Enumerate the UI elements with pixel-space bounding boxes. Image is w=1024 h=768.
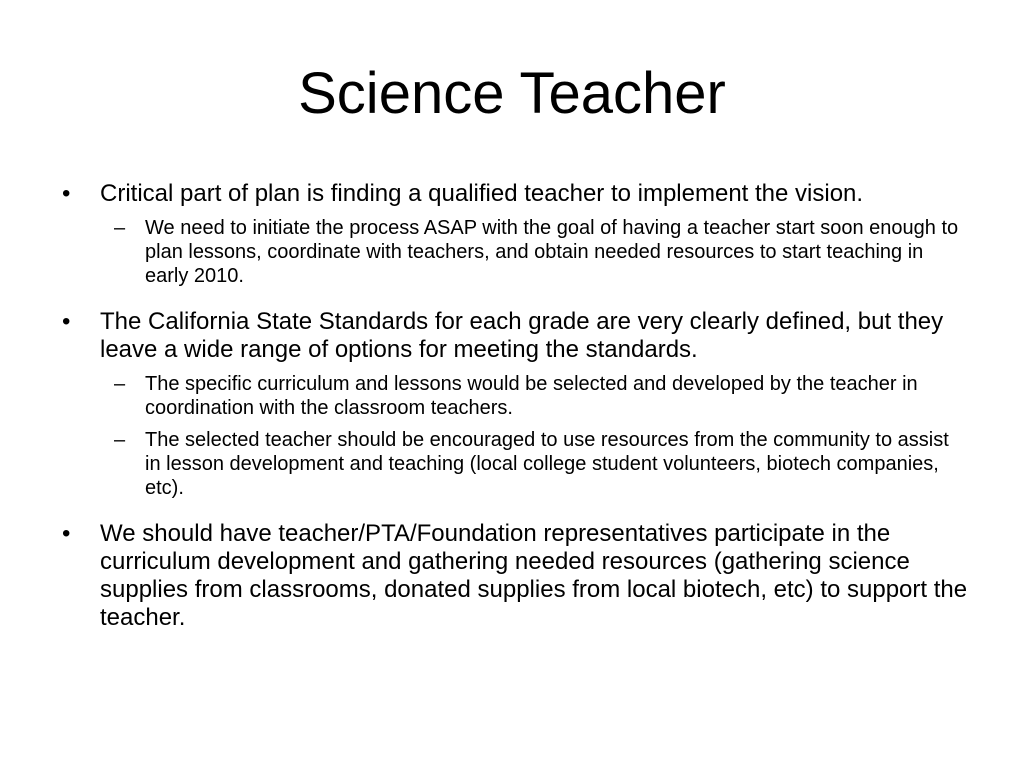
- slide-title: Science Teacher: [298, 61, 726, 126]
- bullet-text: The California State Standards for each grade are very clearly defined, but they leave a wide range of options for meeting the standards.: [100, 308, 944, 363]
- dash-icon: –: [114, 217, 126, 239]
- bullet-point: [58, 180, 968, 208]
- sub-bullet-point: [58, 372, 968, 420]
- bullet-text: We should have teacher/PTA/Foundation representatives participate in the curriculum development and gathering needed resources (gathering science supplies from classrooms, donated supplies from local biotech, etc) to support the teacher.: [100, 520, 968, 631]
- bullet-icon: •: [62, 520, 71, 547]
- sub-bullet-point: [58, 428, 968, 500]
- sub-bullet-text: The specific curriculum and lessons would be selected and developed by the teacher in coordination with the classroom teachers.: [145, 373, 918, 419]
- slide-body: [58, 180, 968, 632]
- bullet-point: [58, 520, 968, 632]
- bullet-icon: •: [62, 308, 71, 335]
- sub-bullet-text: The selected teacher should be encouraged to use resources from the community to assist in lesson development and teaching (local college student volunteers, biotech companies, etc).: [145, 429, 949, 499]
- dash-icon: –: [114, 373, 126, 395]
- dash-icon: –: [114, 429, 126, 451]
- bullet-text: Critical part of plan is finding a qualified teacher to implement the vision.: [100, 180, 864, 207]
- bullet-point: [58, 308, 968, 364]
- bullet-icon: •: [62, 180, 71, 207]
- sub-bullet-text: We need to initiate the process ASAP with the goal of having a teacher start soon enough to plan lessons, coordinate with teachers, and obtain needed resources to start teaching in early 2010.: [145, 217, 959, 287]
- sub-bullet-point: [58, 216, 968, 288]
